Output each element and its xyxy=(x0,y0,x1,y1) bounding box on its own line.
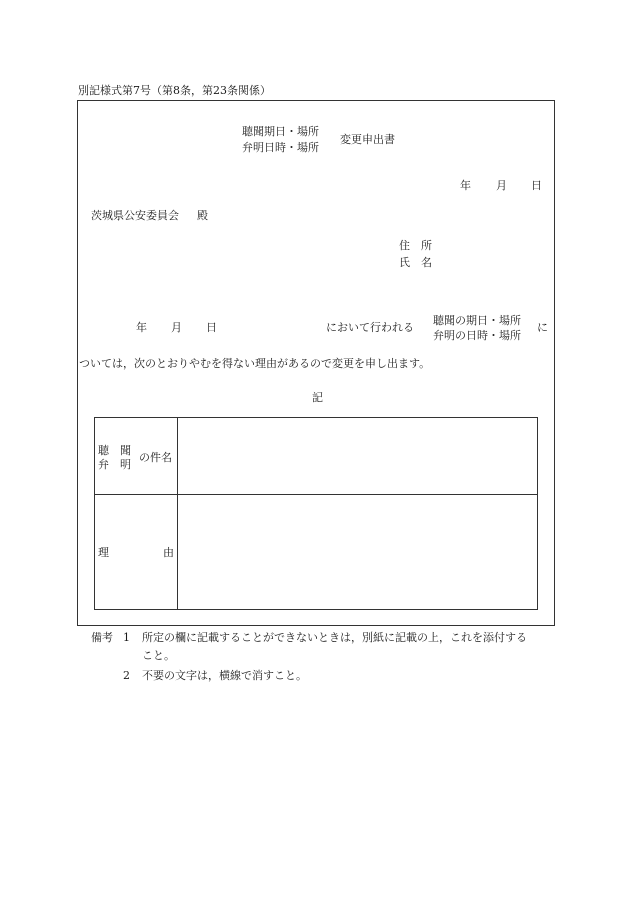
applicant-name-label: 氏 名 xyxy=(399,256,432,269)
date-day-label: 日 xyxy=(531,179,542,192)
row1-label-suffix: の件名 xyxy=(139,451,172,464)
title-option-explanation-datetime: 弁明日時・場所 xyxy=(242,141,319,154)
body-option-explanation: 弁明の日時・場所 xyxy=(433,329,521,342)
body-month-label: 月 xyxy=(171,321,182,334)
row2-label-reason-left: 理 xyxy=(98,546,109,559)
addressee-name: 茨城県公安委員会 xyxy=(91,209,179,222)
note-1-number: 1 xyxy=(123,631,130,644)
note-2-number: 2 xyxy=(123,669,130,682)
body-year-label: 年 xyxy=(136,321,147,334)
title-option-hearing-datetime: 聴聞期日・場所 xyxy=(242,125,319,138)
date-month-label: 月 xyxy=(496,179,507,192)
details-table xyxy=(94,417,538,610)
body-particle: に xyxy=(537,321,548,334)
body-sentence: ついては，次のとおりやむを得ない理由があるので変更を申し出ます。 xyxy=(79,357,431,370)
note-1-text-continued: こと。 xyxy=(142,649,175,662)
body-day-label: 日 xyxy=(206,321,217,334)
row1-option-explanation: 弁 明 xyxy=(98,458,131,471)
body-held-at: において行われる xyxy=(326,321,414,334)
body-option-hearing: 聴聞の期日・場所 xyxy=(433,314,521,327)
notes-label: 備考 xyxy=(91,631,113,644)
addressee-honorific: 殿 xyxy=(197,209,208,222)
note-2-text: 不要の文字は，横線で消すこと。 xyxy=(142,669,307,682)
applicant-address-label: 住 所 xyxy=(399,239,432,252)
reason-field[interactable] xyxy=(178,495,537,609)
title-suffix: 変更申出書 xyxy=(340,133,395,146)
row2-label-reason-right: 由 xyxy=(163,546,174,559)
case-name-field[interactable] xyxy=(178,418,537,494)
row1-option-hearing: 聴 聞 xyxy=(98,444,131,457)
ki-heading: 記 xyxy=(312,391,323,404)
note-1-text: 所定の欄に記載することができないときは，別紙に記載の上，これを添付する xyxy=(142,631,527,644)
date-year-label: 年 xyxy=(460,179,471,192)
form-number: 別記様式第7号（第8条，第23条関係） xyxy=(78,84,271,97)
